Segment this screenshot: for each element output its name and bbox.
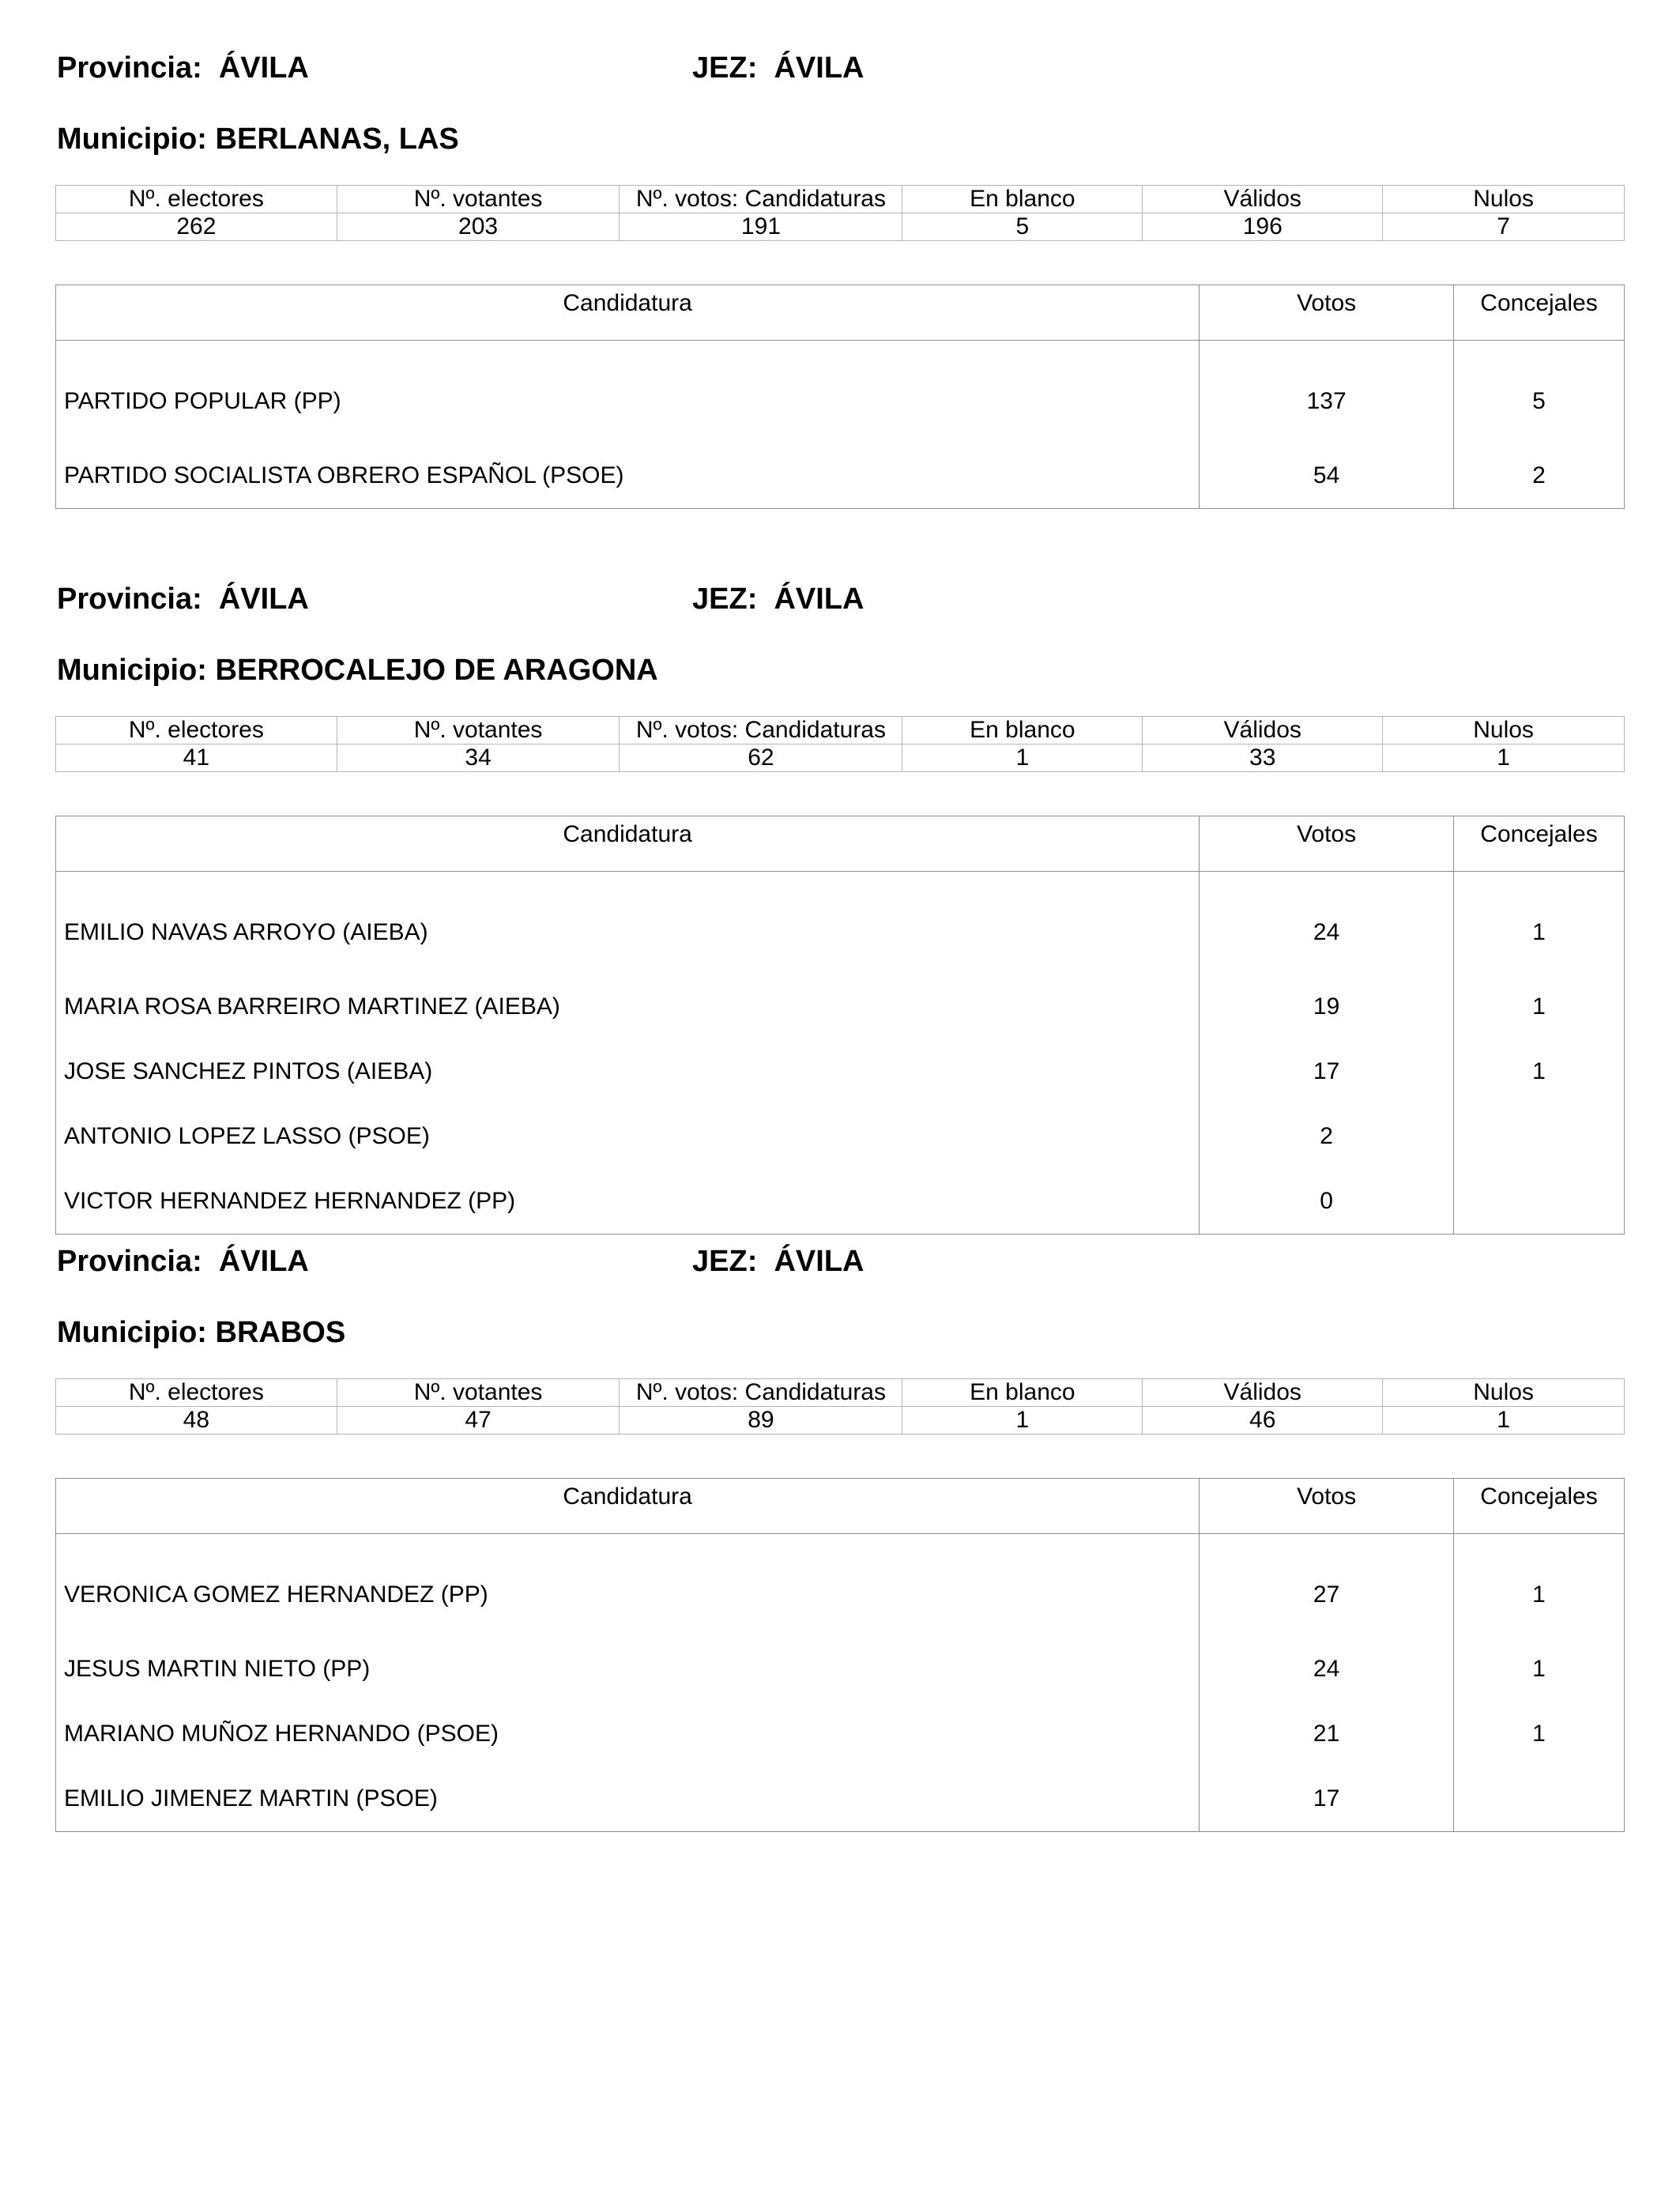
stats-header-cell: En blanco — [902, 717, 1143, 745]
municipio-value: BERLANAS, LAS — [215, 123, 459, 156]
candidate-votos: 21 — [1200, 1702, 1454, 1766]
candidate-row — [56, 1104, 1625, 1169]
candidate-name: VICTOR HERNANDEZ HERNANDEZ (PP) — [56, 1169, 1200, 1235]
candidate-votos: 2 — [1200, 1104, 1454, 1169]
candidates-header-cell: Candidatura — [56, 1479, 1200, 1534]
candidate-votos: 137 — [1200, 341, 1454, 444]
candidate-row — [56, 1637, 1625, 1702]
stats-value-row — [56, 213, 1625, 241]
jez-label: JEZ: — [692, 582, 758, 616]
stats-header-cell: Nulos — [1383, 186, 1625, 213]
provincia-label: Provincia: — [57, 1245, 202, 1278]
stats-value-cell: 41 — [56, 745, 337, 772]
candidates-table — [55, 285, 1625, 509]
stats-header-cell: Válidos — [1143, 1379, 1383, 1407]
stats-value-row — [56, 745, 1625, 772]
candidate-concejales — [1454, 1766, 1625, 1832]
candidate-row — [56, 974, 1625, 1039]
candidate-name: ANTONIO LOPEZ LASSO (PSOE) — [56, 1104, 1200, 1169]
stats-value-cell: 203 — [337, 213, 620, 241]
candidate-concejales: 1 — [1454, 1534, 1625, 1638]
stats-value-cell: 48 — [56, 1407, 337, 1434]
municipio-value: BERROCALEJO DE ARAGONA — [215, 654, 658, 687]
provincia-line — [57, 582, 309, 616]
candidate-row — [56, 1039, 1625, 1104]
stats-header-cell: Nº. electores — [56, 1379, 337, 1407]
candidate-name: JOSE SANCHEZ PINTOS (AIEBA) — [56, 1039, 1200, 1104]
stats-value-cell: 191 — [620, 213, 902, 241]
stats-value-cell: 89 — [620, 1407, 902, 1434]
candidate-name: EMILIO NAVAS ARROYO (AIEBA) — [56, 872, 1200, 975]
candidate-row — [56, 1702, 1625, 1766]
candidate-votos: 0 — [1200, 1169, 1454, 1235]
stats-header-row — [56, 186, 1625, 213]
candidates-table — [55, 816, 1625, 1235]
stats-value-cell: 262 — [56, 213, 337, 241]
candidate-concejales — [1454, 1169, 1625, 1235]
jez-line — [692, 1244, 864, 1279]
candidate-name: PARTIDO SOCIALISTA OBRERO ESPAÑOL (PSOE) — [56, 443, 1200, 509]
candidate-votos: 24 — [1200, 872, 1454, 975]
candidate-name: VERONICA GOMEZ HERNANDEZ (PP) — [56, 1534, 1200, 1638]
jez-value: ÁVILA — [774, 1245, 864, 1278]
candidate-row — [56, 1534, 1625, 1638]
candidate-name: EMILIO JIMENEZ MARTIN (PSOE) — [56, 1766, 1200, 1832]
municipio-value: BRABOS — [215, 1316, 346, 1349]
stats-header-cell: En blanco — [902, 186, 1143, 213]
stats-header-cell: Válidos — [1143, 186, 1383, 213]
candidate-row — [56, 872, 1625, 975]
candidate-votos: 54 — [1200, 443, 1454, 509]
candidate-votos: 17 — [1200, 1766, 1454, 1832]
candidates-header-row — [56, 1479, 1625, 1534]
municipio-label: Municipio: — [57, 123, 207, 156]
provincia-value: ÁVILA — [218, 51, 309, 85]
candidates-header-cell: Votos — [1200, 1479, 1454, 1534]
municipio-title — [57, 653, 658, 688]
candidate-concejales: 1 — [1454, 974, 1625, 1039]
candidates-header-row — [56, 816, 1625, 872]
stats-header-cell: Nº. votantes — [337, 717, 620, 745]
stats-header-cell: Nº. votantes — [337, 1379, 620, 1407]
candidate-votos: 17 — [1200, 1039, 1454, 1104]
candidates-table — [55, 1478, 1625, 1832]
candidates-header-cell: Candidatura — [56, 816, 1200, 872]
stats-value-row — [56, 1407, 1625, 1434]
candidate-concejales — [1454, 1104, 1625, 1169]
candidates-header-cell: Votos — [1200, 816, 1454, 872]
stats-header-cell: Nº. votantes — [337, 186, 620, 213]
candidate-name: MARIANO MUÑOZ HERNANDO (PSOE) — [56, 1702, 1200, 1766]
stats-value-cell: 34 — [337, 745, 620, 772]
stats-header-cell: Nº. votos: Candidaturas — [620, 717, 902, 745]
municipio-section — [55, 1244, 1625, 1811]
stats-value-cell: 1 — [902, 745, 1143, 772]
jez-value: ÁVILA — [774, 582, 864, 616]
stats-table — [55, 1378, 1625, 1434]
stats-header-cell: Válidos — [1143, 717, 1383, 745]
stats-header-cell: Nº. votos: Candidaturas — [620, 186, 902, 213]
stats-table — [55, 185, 1625, 241]
provincia-line — [57, 1244, 309, 1279]
stats-header-row — [56, 717, 1625, 745]
jez-line — [692, 51, 864, 85]
municipio-title — [57, 122, 459, 156]
provincia-label: Provincia: — [57, 51, 202, 85]
stats-header-row — [56, 1379, 1625, 1407]
stats-value-cell: 196 — [1143, 213, 1383, 241]
candidates-header-cell: Concejales — [1454, 816, 1625, 872]
candidate-concejales: 2 — [1454, 443, 1625, 509]
candidate-concejales: 1 — [1454, 1039, 1625, 1104]
candidate-concejales: 5 — [1454, 341, 1625, 444]
stats-header-cell: Nulos — [1383, 717, 1625, 745]
provincia-value: ÁVILA — [218, 1245, 309, 1278]
candidate-row — [56, 443, 1625, 509]
stats-header-cell: Nº. votos: Candidaturas — [620, 1379, 902, 1407]
candidates-header-row — [56, 285, 1625, 341]
candidate-concejales: 1 — [1454, 1637, 1625, 1702]
candidates-header-cell: Concejales — [1454, 1479, 1625, 1534]
candidate-row — [56, 1766, 1625, 1832]
stats-header-cell: Nº. electores — [56, 717, 337, 745]
stats-header-cell: Nº. electores — [56, 186, 337, 213]
stats-value-cell: 1 — [902, 1407, 1143, 1434]
candidate-concejales: 1 — [1454, 872, 1625, 975]
provincia-label: Provincia: — [57, 582, 202, 616]
section-header — [55, 51, 1625, 98]
stats-value-cell: 7 — [1383, 213, 1625, 241]
candidates-header-cell: Votos — [1200, 285, 1454, 341]
municipio-label: Municipio: — [57, 654, 207, 687]
jez-label: JEZ: — [692, 51, 758, 85]
municipio-label: Municipio: — [57, 1316, 207, 1349]
candidates-header-cell: Candidatura — [56, 285, 1200, 341]
stats-header-cell: En blanco — [902, 1379, 1143, 1407]
candidate-name: PARTIDO POPULAR (PP) — [56, 341, 1200, 444]
stats-value-cell: 1 — [1383, 1407, 1625, 1434]
stats-table — [55, 716, 1625, 772]
jez-value: ÁVILA — [774, 51, 864, 85]
candidate-name: MARIA ROSA BARREIRO MARTINEZ (AIEBA) — [56, 974, 1200, 1039]
provincia-value: ÁVILA — [218, 582, 309, 616]
stats-value-cell: 5 — [902, 213, 1143, 241]
stats-value-cell: 47 — [337, 1407, 620, 1434]
stats-header-cell: Nulos — [1383, 1379, 1625, 1407]
section-header — [55, 1244, 1625, 1291]
provincia-line — [57, 51, 309, 85]
jez-line — [692, 582, 864, 616]
candidate-row — [56, 341, 1625, 444]
candidate-name: JESUS MARTIN NIETO (PP) — [56, 1637, 1200, 1702]
candidate-concejales: 1 — [1454, 1702, 1625, 1766]
jez-label: JEZ: — [692, 1245, 758, 1278]
candidate-row — [56, 1169, 1625, 1235]
stats-value-cell: 1 — [1383, 745, 1625, 772]
stats-value-cell: 62 — [620, 745, 902, 772]
candidate-votos: 24 — [1200, 1637, 1454, 1702]
section-header — [55, 582, 1625, 629]
candidates-header-cell: Concejales — [1454, 285, 1625, 341]
stats-value-cell: 46 — [1143, 1407, 1383, 1434]
candidate-votos: 27 — [1200, 1534, 1454, 1638]
municipio-title — [57, 1315, 345, 1350]
candidate-votos: 19 — [1200, 974, 1454, 1039]
stats-value-cell: 33 — [1143, 745, 1383, 772]
